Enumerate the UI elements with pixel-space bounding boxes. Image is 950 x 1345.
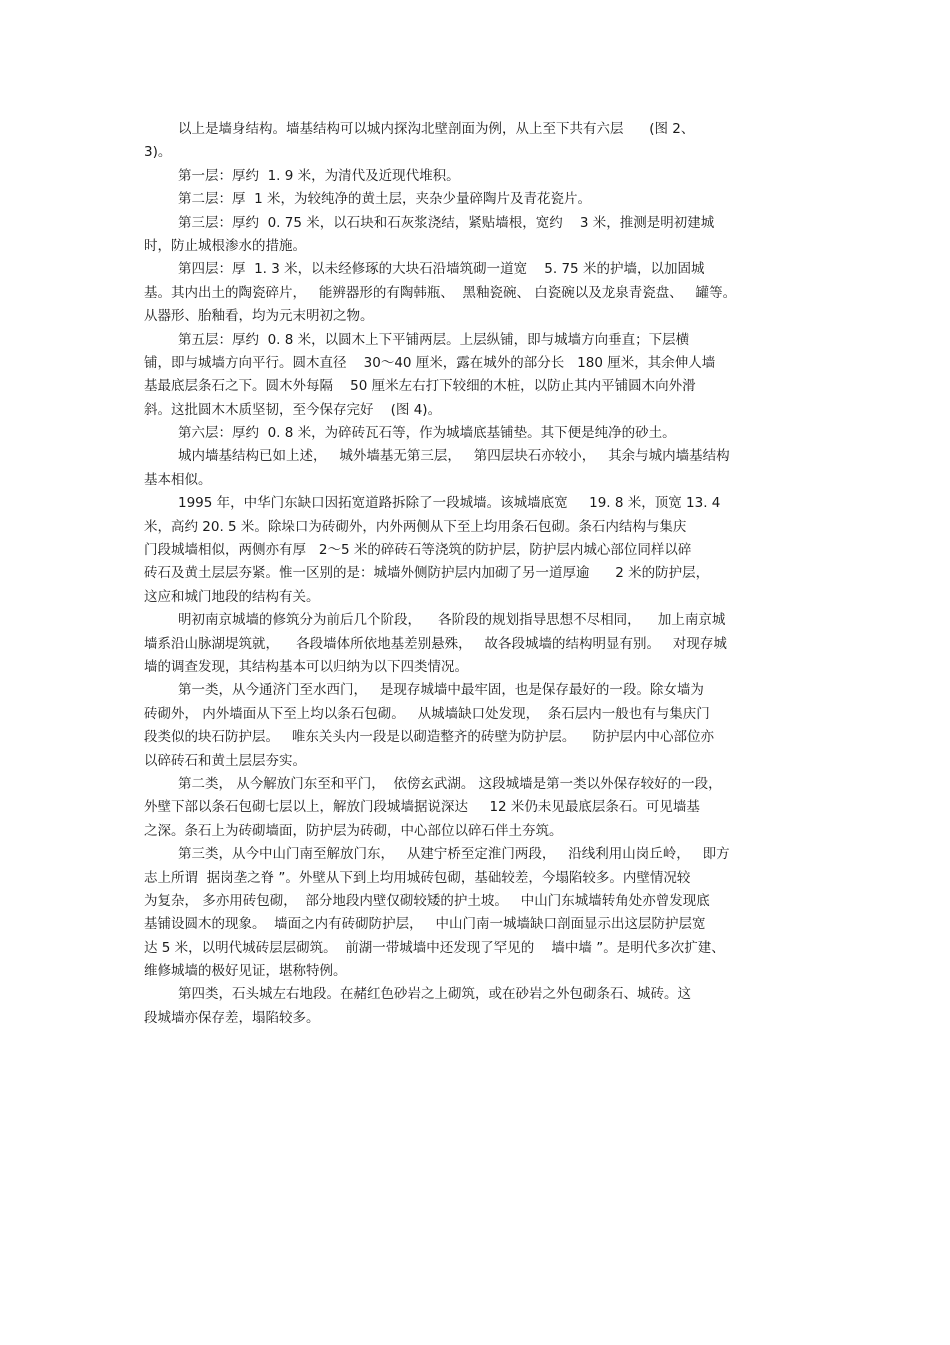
text-line: 第二层：厚 1 米，为较纯净的黄土层，夹杂少量碎陶片及青花瓷片。 bbox=[178, 191, 591, 208]
text-line: 墙的调查发现，其结构基本可以归纳为以下四类情况。 bbox=[144, 658, 468, 675]
text-line: 第三层：厚约 0. 75 米，以石块和石灰浆浇结，紧贴墙根，宽约 3 米，推测是明初建城 bbox=[178, 214, 715, 231]
text-line: 第四层：厚 1. 3 米，以未经修琢的大块石沿墙筑砌一道宽 5. 75 米的护墙，以加固城 bbox=[178, 261, 705, 278]
text-line: 从器形、胎釉看，均为元末明初之物。 bbox=[144, 308, 374, 325]
text-line: 1995 年，中华门东缺口因拓宽道路拆除了一段城墙。该城墙底宽 19. 8 米，顶宽 13. 4 bbox=[178, 495, 721, 512]
text-line: 墙系沿山脉湖堤筑就， 各段墙体所依地基差别悬殊， 故各段城墙的结构明显有别。 对现存城 bbox=[144, 635, 727, 652]
text-line: 砖砌外， 内外墙面从下至上均以条石包砌。 从城墙缺口处发现， 条石层内一般也有与集庆门 bbox=[144, 705, 710, 722]
text-line: 外壁下部以条石包砌七层以上，解放门段城墙据说深达 12 米仍未见最底层条石。可见墙基 bbox=[144, 799, 700, 816]
text-line: 第六层：厚约 0. 8 米，为碎砖瓦石等，作为城墙底基铺垫。其下便是纯净的砂土。 bbox=[178, 425, 676, 442]
text-line: 基铺设圆木的现象。 墙面之内有砖砌防护层， 中山门南一城墙缺口剖面显示出这层防护层宽 bbox=[144, 916, 706, 933]
text-line: 第四类，石头城左右地段。在赭红色砂岩之上砌筑，或在砂岩之外包砌条石、城砖。这 bbox=[178, 986, 691, 1003]
text-line: 城内墙基结构已如上述， 城外墙基无第三层， 第四层块石亦较小， 其余与城内墙基结构 bbox=[178, 448, 730, 465]
text-line: 志上所谓 据岗垄之脊 ”。外壁从下到上均用城砖包砌，基础较差，今塌陷较多。内壁情况较 bbox=[144, 869, 691, 886]
text-line: 时，防止城根渗水的措施。 bbox=[144, 237, 306, 254]
text-line: 这应和城门地段的结构有关。 bbox=[144, 588, 320, 605]
text-line: 米，高约 20. 5 米。除垛口为砖砌外，内外两侧从下至上均用条石包砌。条石内结构与集庆 bbox=[144, 518, 687, 535]
text-line: 明初南京城墙的修筑分为前后几个阶段， 各阶段的规划指导思想不尽相同， 加上南京城 bbox=[178, 612, 726, 629]
text-line: 基本相似。 bbox=[144, 471, 212, 488]
article-body bbox=[144, 118, 808, 1030]
text-line: 斜。这批圆木木质坚韧，至今保存完好 (图 4)。 bbox=[144, 401, 442, 418]
text-line: 以上是墙身结构。墙基结构可以城内探沟北壁剖面为例，从上至下共有六层 (图 2、 bbox=[178, 121, 695, 137]
text-line: 铺，即与城墙方向平行。圆木直径 30～40 厘米，露在城外的部分长 180 厘米，其余伸人墙 bbox=[144, 354, 716, 371]
text-line: 之深。条石上为砖砌墙面，防护层为砖砌，中心部位以碎石伴土夯筑。 bbox=[144, 822, 563, 839]
text-line: 砖石及黄土层层夯紧。惟一区别的是：城墙外侧防护层内加砌了另一道厚逾 2 米的防护层， bbox=[144, 565, 710, 582]
text-line: 段城墙亦保存差，塌陷较多。 bbox=[144, 1009, 320, 1026]
text-line: 第一层：厚约 1. 9 米，为清代及近现代堆积。 bbox=[178, 167, 460, 184]
text-line: 维修城墙的极好见证，堪称特例。 bbox=[144, 963, 347, 980]
text-line: 基最底层条石之下。圆木外每隔 50 厘米左右打下较细的木桩，以防止其内平铺圆木向外滑 bbox=[144, 378, 696, 395]
text-line: 3)。 bbox=[144, 144, 172, 161]
text-line: 以碎砖石和黄土层层夯实。 bbox=[144, 752, 306, 769]
text-line: 基。其内出土的陶瓷碎片， 能辨器形的有陶韩瓶、 黑釉瓷碗、 白瓷碗以及龙泉青瓷盘、 罐等。 bbox=[144, 284, 737, 301]
text-line: 第五层：厚约 0. 8 米，以圆木上下平铺两层。上层纵铺，即与城墙方向垂直；下层横 bbox=[178, 331, 690, 348]
text-line: 达 5 米，以明代城砖层层砌筑。 前湖一带城墙中还发现了罕见的 墙中墙 ”。是明代多次扩建、 bbox=[144, 939, 725, 956]
text-line: 第三类，从今中山门南至解放门东， 从建宁桥至定淮门两段， 沿线利用山岗丘岭， 即方 bbox=[178, 846, 730, 863]
text-line: 段类似的块石防护层。 唯东关头内一段是以砌造整齐的砖壁为防护层。 防护层内中心部位亦 bbox=[144, 729, 715, 746]
text-line: 门段城墙相似，两侧亦有厚 2～5 米的碎砖石等浇筑的防护层，防护层内城心部位同样以碎 bbox=[144, 542, 692, 559]
text-line: 为复杂， 多亦用砖包砌， 部分地段内壁仅砌较矮的护土坡。 中山门东城墙转角处亦曾发现底 bbox=[144, 892, 710, 909]
text-line: 第一类，从今通济门至水西门， 是现存城墙中最牢固，也是保存最好的一段。除女墙为 bbox=[178, 682, 704, 699]
text-line: 第二类， 从今解放门东至和平门， 依傍玄武湖。 这段城墙是第一类以外保存较好的一段， bbox=[178, 775, 722, 792]
